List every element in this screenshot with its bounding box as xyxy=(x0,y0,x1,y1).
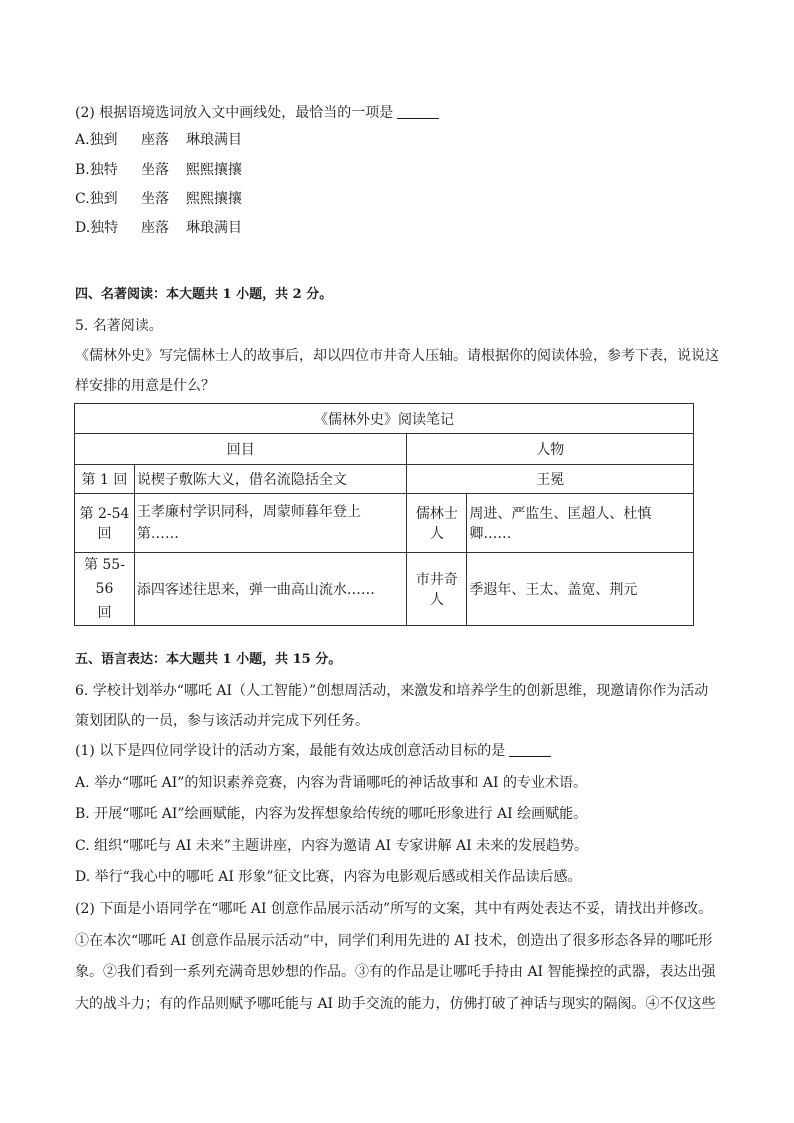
chapter-cell: 第 1 回 xyxy=(75,465,135,494)
answer-blank[interactable] xyxy=(397,104,439,119)
group-cell: 市井奇人 xyxy=(407,553,467,626)
q5-text-line-1: 《儒林外史》写完儒林士人的故事后，却以四位市井奇人压轴。请根据你的阅读体验，参考下表，说说这 xyxy=(75,348,719,364)
q6-2-passage-line-1: ①在本次“哪吒 AI 创意作品展示活动”中，同学们利用先进的 AI 技术，创造出了很多形态各异的哪吒形 xyxy=(75,933,713,949)
content-cell: 说楔子敷陈大义，借名流隐括全文 xyxy=(134,465,407,494)
q2-prompt: (2) 根据语境选词放入文中画线处，最恰当的一项是 xyxy=(75,103,439,123)
q5-text-line-2: 样安排的用意是什么？ xyxy=(75,378,215,394)
table-row xyxy=(75,553,694,626)
q6-1-option-c: C. 组织“哪吒与 AI 未来”主题讲座，内容为邀请 AI 专家讲解 AI 未来的发展趋势。 xyxy=(75,838,589,854)
content-cell: 王孝廉村学识同科，周蒙师暮年登上 第…… xyxy=(134,494,407,553)
q6-2-passage-line-3: 大的战斗力；有的作品则赋予哪吒能与 AI 助手交流的能力，仿佛打破了神话与现实的隔阂。④不仅这些 xyxy=(75,996,716,1012)
table-title: 《儒林外史》阅读笔记 xyxy=(75,404,694,434)
q2-option-c: C.独到 坐落 熙熙攘攘 xyxy=(75,191,242,207)
answer-blank[interactable] xyxy=(509,742,551,757)
people-cell: 王冕 xyxy=(407,465,694,494)
q6-intro-line-1: 6. 学校计划举办“哪吒 AI（人工智能）”创想周活动，来激发和培养学生的创新思维，现邀请你作为活动 xyxy=(75,683,709,699)
q2-option-b: B.独特 坐落 熙熙攘攘 xyxy=(75,162,242,178)
q6-intro-line-2: 策划团队的一员，参与该活动并完成下列任务。 xyxy=(75,713,369,729)
people-cell: 季遐年、王太、盖宽、荆元 xyxy=(467,553,694,626)
q2-option-d: D.独特 座落 琳琅满目 xyxy=(75,220,242,236)
table-row xyxy=(75,494,694,553)
section-5-heading: 五、语言表达：本大题共 1 小题，共 15 分。 xyxy=(75,652,342,667)
q6-2-passage-line-2: 象。②我们看到一系列充满奇思妙想的作品。③有的作品是让哪吒手持由 AI 智能操控的武器，表达出强 xyxy=(75,964,716,980)
table-row xyxy=(75,465,694,494)
chapter-cell: 第 55-56 回 xyxy=(75,553,135,626)
people-cell: 周进、严监生、匡超人、杜慎卿…… xyxy=(467,494,694,553)
q6-1-prompt: (1) 以下是四位同学设计的活动方案，最能有效达成创意活动目标的是 xyxy=(75,741,551,761)
column-header-people: 人物 xyxy=(407,434,694,465)
content-cell: 添四客述往思来，弹一曲高山流水…… xyxy=(134,553,407,626)
q6-2-prompt: (2) 下面是小语同学在“哪吒 AI 创意作品展示活动”所写的文案，其中有两处表达不妥，请找出并修改。 xyxy=(75,901,713,917)
chapter-cell: 第 2-54 回 xyxy=(75,494,135,553)
q6-1-option-b: B. 开展“哪吒 AI”绘画赋能，内容为发挥想象给传统的哪吒形象进行 AI 绘画赋能。 xyxy=(75,806,588,822)
q6-1-option-a: A. 举办“哪吒 AI”的知识素养竞赛，内容为背诵哪吒的神话故事和 AI 的专业术语。 xyxy=(75,775,587,791)
column-header-chapter: 回目 xyxy=(75,434,407,465)
q2-option-a: A.独到 座落 琳琅满目 xyxy=(75,132,242,148)
reading-notes-table xyxy=(74,403,694,626)
q5-title: 5. 名著阅读。 xyxy=(75,318,163,334)
group-cell: 儒林士人 xyxy=(407,494,467,553)
q6-1-option-d: D. 举行“我心中的哪吒 AI 形象”征文比赛，内容为电影观后感或相关作品读后感。 xyxy=(75,869,582,885)
section-4-heading: 四、名著阅读：本大题共 1 小题，共 2 分。 xyxy=(75,287,333,302)
